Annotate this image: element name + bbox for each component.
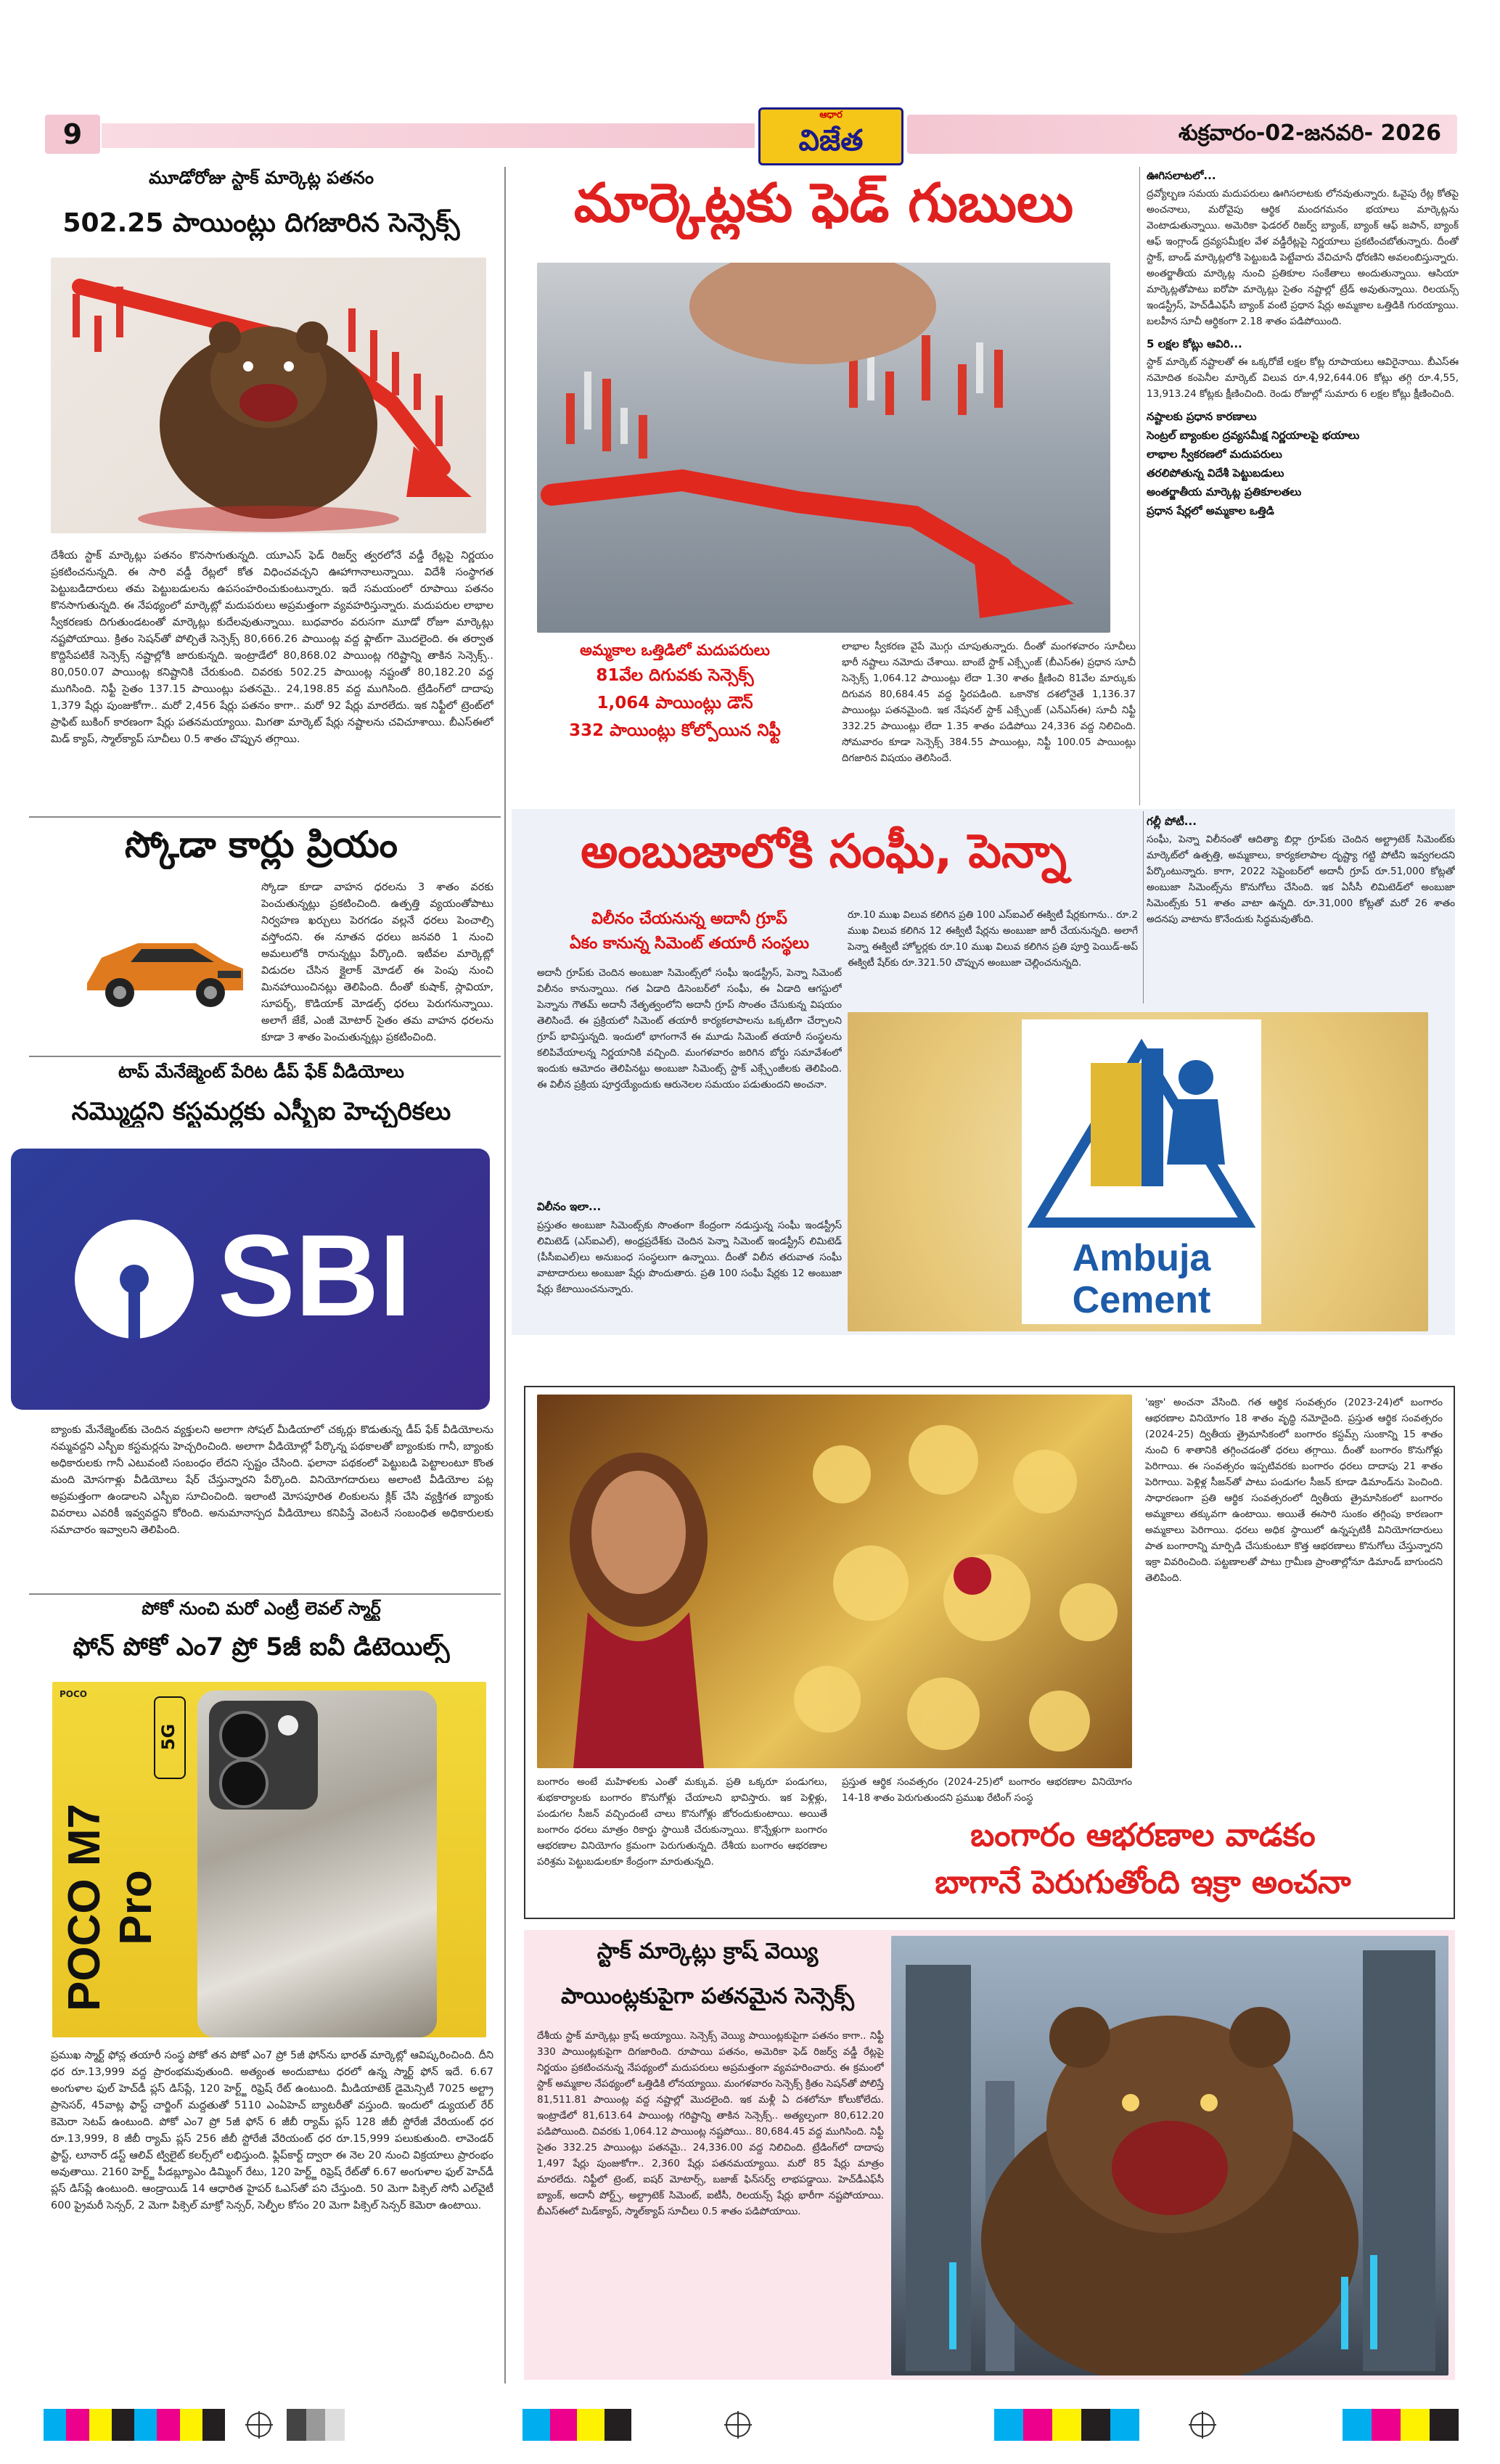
side-kicker-3: నష్టాలకు ప్రధాన కారణాలు	[1147, 410, 1257, 423]
story6-side-kicker: గల్లీ పోటీ...	[1147, 815, 1197, 828]
ambuja-logo-plate	[1022, 1019, 1261, 1324]
story6-subhead-1: విలీనం చేయనున్న అదానీ గ్రూప్	[591, 910, 787, 928]
story6-col2-body: రూ.10 ముఖ విలువ కలిగిన ప్రతి 100 ఎస్ఐఎల్ ఈక్విటీ షేర్లకుగాను.. రూ.2 ముఖ విలువ కలిగిన 12 ఈక్విటీ షేర్లను అంబుజా జారీ చేయనున్నది. అలాగే పెన్నా ఈక్విటీ హోల్డర్లకు రూ.10 ముఖ విలువ కలిగిన ప్రతి పూర్తి పెయిడ్-అప్ ఈక్విటీ షేర్‌కు రూ.321.50 చొప్పున అంబుజా చెల్లించనున్నది.	[848, 909, 1138, 969]
sbi-logo-image	[11, 1149, 490, 1410]
side-kicker-1: ఊగిసలాటలో...	[1147, 169, 1216, 182]
side-list-item: ప్రధాన షేర్లలో అమ్మకాల ఒత్తిడి	[1147, 504, 1274, 517]
bear-roaring-icon	[891, 1936, 1448, 2375]
car-icon	[73, 914, 254, 1016]
bear-city-image	[891, 1936, 1448, 2375]
bear-chart-icon	[51, 258, 486, 533]
header-band-left	[102, 123, 755, 148]
ambuja-logo-text-2: Cement	[1072, 1279, 1211, 1321]
page-number: 9	[62, 118, 83, 150]
registration-mark-icon	[726, 2412, 750, 2437]
falling-chart-icon	[537, 263, 1110, 633]
side-kicker-2: 5 లక్షల కోట్లు ఆవిరి...	[1147, 337, 1242, 350]
gold-jewellery-icon	[537, 1395, 1132, 1768]
poco-brand-label: POCO	[60, 1689, 88, 1699]
story5-headline: మార్కెట్లకు ఫెడ్ గుబులు	[573, 172, 1074, 234]
highlight-4: 332 పాయింట్లు కోల్పోయిన నిఫ్టీ	[569, 721, 781, 740]
header-date-band	[907, 115, 1457, 154]
issue-date: శుక్రవారం-02-జనవరి- 2026	[1178, 120, 1441, 146]
story4-body: ప్రముఖ స్మార్ట్ ఫోన్ల తయారీ సంస్థ పోకో తన పోకో ఎం7 ప్రో 5జీ ఫోన్‌ను భారత్ మార్కెట్లో ఆవిష్కరించింది. దీని ధర రూ.13,999 వద్ద ప్రారంభమవుతుంది. అత్యంత అందుబాటు ధరలో ఉన్న స్మార్ట్ ఫోన్ ఇదే. 6.67 అంగుళాల ఫుల్ హెచ్‌డీ ప్లస్ డిస్‌ప్లే, 120 హెర్ట్జ్ రిఫ్రెష్ రేట్ ఉంటుంది. మీడియాటెక్ డైమెన్సిటీ 7025 అల్ట్రా ప్రాసెసర్, 45వాట్ల ఫాస్ట్ చార్జింగ్ మద్దతుతో 5110 ఎంఏహెచ్ బ్యాటరీతో వస్తుంది. ఇందులో డ్యుయల్ రేర్ కెమెరా సెటప్ ఉంటుంది. పోకో ఎం7 ప్రో 5జీ ఫోన్ 6 జీబీ ర్యామ్ ప్లస్ 128 జీబీ స్టోరేజీ వేరియంట్ ధర రూ.13,999, 8 జీబీ ర్యామ్ ప్లస్ 256 జీబీ స్టోరేజీ వేరియంట్ ధర రూ.15,999 పలుకుతుంది. లావెండర్ ఫ్రాస్ట్, లూనార్ డస్ట్ ఆలివ్ ట్విలైట్ కలర్స్‌లో లభిస్తుంది. ఫ్లిప్‌కార్ట్ ద్వారా ఈ నెల 20 నుంచి విక్రయాలు ప్రారంభం అవుతాయి. 2160 హెర్ట్జ్ పీడబ్ల్యూఎం డిమ్మింగ్ రేటు, 120 హెర్ట్జ్ రిఫ్రెష్ రేట్‌తో 6.67 అంగుళాల ఫుల్ హెచ్‌డీ ప్లస్ డిస్‌ప్లే ఉంటుంది. ఆండ్రాయిడ్ 14 ఆధారిత హైపర్ ఓఎస్‌తో పని చేస్తుంది. 50 మెగా పిక్సెల్ సోనీ ఎల్‌వైటీ 600 ప్రైమరీ సెన్సర్, 2 మెగా పిక్సెల్ మాక్రో సెన్సర్, సెల్ఫీల కోసం 20 మెగా పిక్సెల్ సెన్సర్ కెమెరా ఉంటాయి.	[51, 2050, 493, 2212]
highlight-3: 1,064 పాయింట్లు డౌన్	[597, 694, 753, 712]
gold-jewellery-image	[537, 1395, 1132, 1768]
poco-5g-badge	[154, 1696, 186, 1779]
story4-kicker: పోకో నుంచి మరో ఎంట్రీ లెవల్ స్మార్ట్	[142, 1598, 381, 1619]
story6-body1: అదానీ గ్రూప్‌కు చెందిన అంబుజా సిమెంట్స్‌లో సంఘీ ఇండస్ట్రీస్, పెన్నా సిమెంట్ విలీనం కానున్నాయి. గత ఏడాది డిసెంబర్‌లో సంఘీ, ఈ ఏడాది ఆగస్టులో పెన్నాను గౌతమ్ అదానీ నేతృత్వంలోని అదానీ గ్రూప్ సొంతం చేసుకున్న విషయం తెలిసిందే. ఈ ప్రక్రియలో సిమెంట్ తయారీ కార్యకలాపాలను ఒక్కటిగా చేర్చాలని గ్రూప్ భావిస్తున్నది. ఇందులో భాగంగానే ఈ మూడు సిమెంట్ తయారీ సంస్థలను కలిపివేయాలన్న నిర్ణయానికి వచ్చింది. మంగళవారం జరిగిన బోర్డు సమావేశంలో ఇందుకు ఆమోదం తెలిపినట్టు అంబుజా సిమెంట్స్ స్టాక్ ఎక్స్ఛేంజీలకు తెలిపింది. ఈ విలీన ప్రక్రియ పూర్తయ్యేందుకు ఆరునెలల సమయం పడుతుందని అంచనా.	[537, 967, 842, 1091]
color-bar-2	[287, 2409, 345, 2441]
ambuja-logo-text-1: Ambuja	[1072, 1237, 1211, 1279]
ambuja-cement-logo-image	[848, 1012, 1428, 1331]
registration-mark-icon	[1190, 2412, 1215, 2437]
story3-headline: నమ్మొద్దని కస్టమర్లకు ఎస్బీఐ హెచ్చరికలు	[71, 1097, 451, 1126]
story5-highlights	[512, 638, 838, 747]
page-number-badge	[45, 115, 100, 154]
story3-body: బ్యాంకు మేనేజ్మెంట్‌కు చెందిన వ్యక్తులని అలాగా సోషల్ మీడియాలో చక్కర్లు కొడుతున్న డీప్ ఫేక్ వీడియోలను నమ్మవద్దని ఎస్బీఐ కస్టమర్లను హెచ్చరించింది. అలాగా వీడియోల్లో పేర్కొన్న పథకాలతో బ్యాంకుకు గానీ, బ్యాంకు అధికారులకు గానీ ఎటువంటి సంబంధం లేదని స్పష్టం చేసింది. ఫలానా పథకంలో పెట్టుబడి పెట్టాలంటూ కొంత మంది మోసగాళ్లు వీడియోలు షేర్ చేస్తున్నారని పేర్కొంది. వినియోగదారులు అలాంటి వీడియోల పట్ల అప్రమత్తంగా ఉండాలని ఎస్బీఐ సూచించింది. ఇలాంటి మోసపూరిత లింకులను క్లిక్ చేసి వ్యక్తిగత బ్యాంకు వివరాలు ఎవరికీ ఇవ్వవద్దని కోరింది. అనుమానాస్పద వీడియోలు కనిపిస్తే వెంటనే సంబంధిత అధికారులకు సమాచారం ఇవ్వాలని తెలిపింది.	[51, 1424, 493, 1536]
side-body-2: స్టాక్ మార్కెట్ నష్టాలతో ఈ ఒక్కరోజే లక్షల కోట్ల రూపాయలు ఆవిరైనాయి. బీఎస్ఈ నమోదిత కంపెనీల మార్కెట్ విలువ రూ.4,92,644.06 కోట్లు తగ్గి రూ.4,55, 13,913.24 కోట్లకు క్షీణించింది. రెండు రోజుల్లో సుమారు 6 లక్షల కోట్లు క్షీణించింది.	[1147, 356, 1459, 400]
story1-headline: 502.25 పాయింట్లు దిగజారిన సెన్సెక్స్	[62, 208, 460, 238]
phone-body	[197, 1691, 437, 2037]
story7-headline-1: బంగారం ఆభరణాల వాడకం	[970, 1817, 1316, 1854]
story5-sidebar	[1147, 165, 1459, 808]
story6-body2: ప్రస్తుతం అంబుజా సిమెంట్స్‌కు సొంతంగా కేంద్రంగా నడుస్తున్న సంఘీ ఇండస్ట్రీస్ లిమిటెడ్ (ఎస్ఐఎల్), అంధ్రప్రదేశ్‌కు చెందిన పెన్నా సిమెంట్ ఇండస్ట్రీస్ లిమిటెడ్ (పీసీఐఎల్)లు అనుబంధ సంస్థలుగా ఉన్నాయి. దీంతో విలీన తరువాత సంఘీ వాటాదారులు అంబుజా షేర్లు పొందుతారు. ప్రతి 100 సంఘీ షేర్లకు 12 అంబుజా షేర్లు కేటాయించనున్నారు.	[537, 1220, 842, 1295]
story4-headline: ఫోన్ పోకో ఎం7 ప్రో 5జీ ఐవీ డిటెయిల్స్	[73, 1633, 450, 1662]
poco-phone-image	[52, 1682, 486, 2037]
story6-sub-kicker: విలీనం ఇలా...	[537, 1200, 602, 1213]
story6-sidebar	[1147, 811, 1455, 1007]
side-list-item: లాభాల స్వీకరణలో మదుపరులు	[1147, 448, 1282, 461]
color-bar-4	[994, 2409, 1139, 2441]
color-bar-1	[44, 2409, 225, 2441]
story5-col-body: లాభాల స్వీకరణ వైపే మొగ్గు చూపుతున్నారు. దీంతో మంగళవారం సూచీలు భారీ నష్టాలు నమోదు చేశాయి. బాంబే స్టాక్ ఎక్స్ఛేంజ్ (బీఎస్ఈ) ప్రధాన సూచీ సెన్సెక్స్ 1,064.12 పాయింట్లు లేదా 1.30 శాతం క్షీణించి 81వేల మార్కుకు దిగువన 80,684.45 వద్ద స్థిరపడింది. ఒకానొక దశలోనైతే 1,136.37 పాయింట్లు పతనమైంది. ఇక నేషనల్ స్టాక్ ఎక్స్ఛేంజ్ (ఎన్ఎస్ఈ) సూచీ నిఫ్టీ 332.25 పాయింట్లు లేదా 1.35 శాతం పడిపోయి 24,336 వద్ద నిలిచింది. సోమవారం కూడా సెన్సెక్స్ 384.55 పాయింట్లు, నిఫ్టీ 100.05 పాయింట్లు దిగజారిన విషయం తెలిసిందే.	[842, 641, 1136, 764]
poco-model-label	[60, 1733, 161, 2023]
color-bar-5	[1343, 2409, 1459, 2441]
side-list-item: అంతర్జాతీయ మార్కెట్ల ప్రతికూలతలు	[1147, 485, 1302, 498]
side-list-item: సెంట్రల్ బ్యాంకుల ద్రవ్యసమీక్ష నిర్ణయాలపై భయాలు	[1147, 429, 1360, 442]
story3-kicker: టాప్ మేనేజ్మెంట్ పేరిట డీప్ ఫేక్ వీడియోలు	[118, 1061, 404, 1082]
ambuja-emblem-icon	[1022, 1019, 1261, 1237]
poco-model-text: POCO M7 Pro	[60, 1804, 161, 2011]
story6-headline: అంబుజాలోకి సంఘీ, పెన్నా	[581, 825, 1067, 879]
poco-5g-text: 5G	[158, 1723, 179, 1751]
highlight-2: 81వేల దిగువకు సెన్సెక్స్	[596, 666, 754, 685]
side-body-1: ద్రవ్యోల్బణ సమయ మదుపరులు ఊగిసలాటకు లోనవుతున్నారు. ఓవైపు రేట్ల కోతపై అంచనాలు, మరోవైపు ఆర్థిక మందగమనం భయాలు మార్కెట్లను వెంటాడుతున్నాయి. అమెరికా ఫెడరల్ రిజర్వ్ బ్యాంక్, బ్యాంక్ ఆఫ్ జపాన్, బ్యాంక్ ఆఫ్ ఇంగ్లాండ్ ద్రవ్యసమీక్షల వేళ వడ్డీరేట్లపై నిర్ణయాలు ప్రకటించబోతున్నారు. దీంతో స్టాక్, బాండ్ మార్కెట్లలోకి పెట్టుబడి పెట్టేవారు వేచిచూసే ధోరణిని అవలంబిస్తున్నారు. అంతర్జాతీయ మార్కెట్ల నుంచి ప్రతికూల సంకేతాలు అందుతున్నాయి. ఆసియా మార్కెట్లతోపాటు ఐరోపా మార్కెట్లు సైతం నష్టాల్లో ట్రేడ్ అవుతున్నాయి. రిలయన్స్ ఇండస్ట్రీస్, హెచ్‌డీఎఫ్‌సీ బ్యాంక్ వంటి ప్రధాన షేర్లు అమ్మకాల ఒత్తిడికి గురయ్యాయి. బలహీన సూచీ ఆర్థికంగా 2.18 శాతం పడిపోయింది.	[1147, 188, 1459, 327]
story8-headline-2: పాయింట్లకుపైగా పతనమైన సెన్సెక్స్	[561, 1984, 854, 2009]
bear-market-illustration	[51, 258, 486, 533]
story2-body: స్కోడా కూడా వాహన ధరలను 3 శాతం వరకు పెంచుతున్నట్లు ప్రకటించింది. ఉత్పత్తి వ్యయంతోపాటు నిర్వహణ ఖర్చులు పెరగడం వల్లనే ధరలు పెంచాల్సి వస్తోందని. ఈ నూతన ధరలు జనవరి 1 నుంచి అమలులోకి రానున్నట్లు పేర్కొంది. ఇటీవల మార్కెట్లో విడుదల చేసిన క్లైలాక్ మోడల్ ఈ పెంపు నుంచి మినహాయించినట్లు తెలిపింది. దీంతో కుషాక్, స్లావియా, సూపర్బ్, కొడియాక్ మోడల్స్ ధరలు పెరుగనున్నాయి. అలాగే జేకే, ఎంజీ మోటార్ సైతం తమ వాహన ధరలను కూడా 3 శాతం పెంచుతున్నట్లు ప్రకటించింది.	[261, 882, 493, 1043]
column-divider-right	[1139, 167, 1140, 805]
story7-headline-2: బాగానే పెరుగుతోంది ఇక్రా అంచనా	[935, 1864, 1351, 1901]
story6-subheads	[530, 907, 849, 956]
color-bar-3	[522, 2409, 631, 2441]
story7-body1: బంగారం అంటే మహిళలకు ఎంతో మక్కువ. ప్రతి ఒక్కరూ పండుగలు, శుభకార్యాలకు బంగారం కొనుగోళ్లు చేయాలని భావిస్తారు. ఇక పెళ్లిళ్లు, పండుగల సీజన్ వచ్చిందంటే చాలు కొనుగోళ్లు జోరందుకుంటాయి. అయితే బంగారం ధరలు మాత్రం రికార్డు స్థాయికి చేరుకున్నాయి. కొన్నేళ్లుగా బంగారం ఆభరణాల వినియోగం క్రమంగా పెరుగుతున్నది. దేశీయ బంగారం ఆభరణాల పరిశ్రమ పెట్టుబడులకూ కేంద్రంగా మారుతున్నది.	[537, 1776, 827, 1868]
story1-kicker: మూడోరోజు స్టాక్ మార్కెట్ల పతనం	[148, 168, 374, 188]
story6-side-body: సంఘీ, పెన్నా విలీనంతో ఆదిత్యా బిర్లా గ్రూప్‌కు చెందిన అల్ట్రాటెక్ సిమెంట్‌కు మార్కెట్‌లో ఉత్పత్తి, అమ్మకాలు, కార్యకలాపాల దృష్ట్యా గట్టి పోటీని ఇవ్వగలదని పేర్కొంటున్నారు. కాగా, 2022 సెప్టెంబర్‌లో అదానీ గ్రూప్ రూ.51,000 కోట్లతో అంబుజా సిమెంట్స్‌ను కొనుగోలు చేసింది. ఇక ఏసీసీ లిమిటెడ్‌లో అంబుజా సిమెంట్స్‌కు 51 శాతం వాటా ఉన్నది. రూ.31,000 కోట్లతో మరో 26 శాతం అదనపు వాటాను కొనేందుకు సిద్ధమవుతోంది.	[1147, 834, 1455, 925]
divider	[29, 1056, 501, 1057]
registration-mark-icon	[247, 2412, 271, 2437]
story7-body2: ప్రస్తుత ఆర్థిక సంవత్సరం (2024-25)లో బంగారం ఆభరణాల వినియోగం 14-18 శాతం పెరుగుతుందని ప్రముఖ రేటింగ్ సంస్థ	[842, 1776, 1132, 1804]
market-crash-image	[537, 263, 1110, 633]
story8-headline-1: స్టాక్ మార్కెట్లు క్రాష్ వెయ్యి	[597, 1939, 819, 1964]
masthead-title: విజేత	[798, 123, 864, 157]
camera-module-icon	[209, 1701, 318, 1810]
column-divider-left	[504, 167, 506, 2383]
divider	[29, 1593, 501, 1595]
story7-side-body: 'ఇక్రా' అంచనా వేసింది. గత ఆర్థిక సంవత్సరం (2023-24)లో బంగారం ఆభరణాల వినియోగం 18 శాతం వృద్ధి నమోదైంది. ప్రస్తుత ఆర్థిక సంవత్సరం (2024-25) ద్వితీయ త్రైమాసికంలో బంగారం కస్టమ్స్ సుంకాన్ని 15 శాతం నుంచి 6 శాతానికి తగ్గించడంతో ధరలు తగ్గాయి. దీంతో బంగారం కొనుగోళ్లు పెరిగాయి. ఈ సంవత్సరం ఇప్పటివరకు బంగారం ధరలు దాదాపు 21 శాతం పెరిగాయి. పెళ్లిళ్ల సీజన్‌తో పాటు పండుగల సీజన్ కూడా డిమాండ్‌ను పెంచింది. సాధారణంగా ప్రతి ఆర్థిక సంవత్సరంలో ద్వితీయ త్రైమాసికంలో బంగారం అమ్మకాలు తక్కువగా ఉంటాయి. అయితే ఈసారి సుంకం తగ్గింపు కారణంగా అమ్మకాలు పెరిగాయి. ధరలు అధిక స్థాయిలో ఉన్నప్పటికీ వినియోగదారులు పాత బంగారాన్ని మార్పిడి చేసుకుంటూ కొత్త ఆభరణాలు కొనుగోలు చేస్తున్నారని ఇక్రా వివరించింది. పట్టణాలతో పాటు గ్రామీణ ప్రాంతాల్లోనూ డిమాండ్ బాగుందని తెలిపింది.	[1145, 1397, 1443, 1584]
story1-body: దేశీయ స్టాక్ మార్కెట్లు పతనం కొనసాగుతున్నది. యూఎస్ ఫెడ్ రిజర్వ్ త్వరలోనే వడ్డీ రేట్లపై నిర్ణయం ప్రకటించనున్నది. ఈ సారి వడ్డీ రేట్లలో కోత విధించవచ్చని ఊహాగానాలున్నాయి. విదేశీ సంస్థాగత పెట్టుబడిదారులు తమ పెట్టుబడులను ఉపసంహరించుకుంటున్నారు. ఇదే సమయంలో రూపాయి పతనం కొనసాగుతున్నది. ఈ నేపథ్యంలో మార్కెట్లో మదుపరులు అప్రమత్తంగా వ్యవహరిస్తున్నారు. మదుపరుల లాభాల స్వీకరణకు దిగుతుండటంతో మార్కెట్లు కుదేలవుతున్నాయి. బుధవారం వరుసగా మూడో రోజూ మార్కెట్లు నష్టపోయాయి. క్రితం సెషన్‌తో పోల్చితే సెన్సెక్స్ 80,666.26 పాయింట్ల వద్ద ఫ్లాట్‌గా మొదలైంది. ఈ తర్వాత కొద్దిసేపటికే సెన్సెక్స్ నష్టాల్లోకి జారుకున్నది. ఇంట్రాడేలో 80,868.02 పాయింట్ల గరిష్టాన్ని తాకిన సెన్సెక్స్.. 80,050.07 పాయింట్ల కనిష్టానికి చేరుకుంది. చివరకు 502.25 పాయింట్ల నష్టంతో 80,182.20 వద్ద ముగిసింది. నిఫ్టీ సైతం 137.15 పాయింట్లు పతనమై.. 24,198.85 వద్ద ముగిసింది. ట్రేడింగ్‌లో దాదాపు 1,379 షేర్లు పుంజుకోగా.. మరో 2,456 షేర్లు పతనం కాగా.. మరో 92 షేర్లు మారలేదు. ఇక నిఫ్టీలో ట్రెంట్‌లో ప్రాఫిట్ బుకింగ్ కారణంగా షేర్లు పతనమయ్యాయి. మిగతా మార్కెట్ షేర్లు నష్టాలను చవిచూశాయి. బీఎస్‌ఈలో మిడ్ క్యాప్, స్మాల్‌క్యాప్ సూచీలు 0.5 శాతం చొప్పున తగ్గాయి.	[51, 550, 493, 745]
side-list-item: తరలిపోతున్న విదేశీ పెట్టుబడులు	[1147, 467, 1284, 480]
masthead-small: ఆధార	[819, 110, 843, 120]
story8-body: దేశీయ స్టాక్ మార్కెట్లు క్రాష్ అయ్యాయి. సెన్సెక్స్ వెయ్యి పాయింట్లకుపైగా పతనం కాగా.. నిఫ్టీ 330 పాయింట్లకుపైగా దిగజారింది. రూపాయి పతనం, అమెరికా ఫెడ్ రిజర్వ్ వడ్డీ రేట్లపై నిర్ణయం ప్రకటించనున్న నేపథ్యంలో మదుపరులు అప్రమత్తంగా వ్యవహరించారు. ఈ క్రమంలో స్టాక్ అమ్మకాల నేపథ్యంలో ఒత్తిడికి లోనయ్యాయి. మంగళవారం సెన్సెక్స్ క్రితం సెషన్‌తో పోలిస్తే 81,511.81 పాయింట్ల వద్ద నష్టాల్లో మొదలైంది. ఇక మళ్లీ ఏ దశలోనూ కోలుకోలేదు. ఇంట్రాడేలో 81,613.64 పాయింట్ల గరిష్టాన్ని తాకిన సెన్సెక్స్.. అత్యల్పంగా 80,612.20 పడిపోయింది. చివరకు 1,064.12 పాయింట్ల నష్టపోయి.. 80,684.45 వద్ద ముగిసింది. నిఫ్టీ సైతం 332.25 పాయింట్లు పతనమై.. 24,336.00 వద్ద నిలిచింది. ట్రేడింగ్‌లో దాదాపు 1,497 షేర్లు పుంజుకోగా.. 2,360 షేర్లు పతనమయ్యాయి. మరో 85 షేర్లు మాత్రం మారలేదు. నిఫ్టీలో ట్రెంట్, ఐషర్ మోటార్స్, బజాజ్ ఫిన్‌సర్వ్ లాభపడ్డాయి. హెచ్‌డీఎఫ్‌సీ బ్యాంక్, అదానీ పోర్ట్స్, అల్ట్రాటెక్ సిమెంట్, ఐటీసీ, రిలయన్స్ షేర్లు భారీగా నష్టపోయాయి. బీఎస్‌ఈలో మిడ్‌క్యాప్, స్మాల్‌క్యాప్ సూచీలు 0.5 శాతం పడిపోయాయి.	[537, 2030, 884, 2217]
divider	[29, 816, 501, 818]
highlight-1: అమ్మకాల ఒత్తిడిలో మదుపరులు	[580, 641, 770, 659]
skoda-car-image	[73, 914, 254, 1016]
divider	[1143, 811, 1144, 1003]
story2-headline: స్కోడా కార్లు ప్రియం	[124, 824, 398, 866]
masthead	[758, 107, 903, 165]
sbi-logo-text: SBI	[218, 1210, 411, 1340]
story6-subhead-2: ఏకం కానున్న సిమెంట్ తయారీ సంస్థలు	[570, 935, 809, 953]
